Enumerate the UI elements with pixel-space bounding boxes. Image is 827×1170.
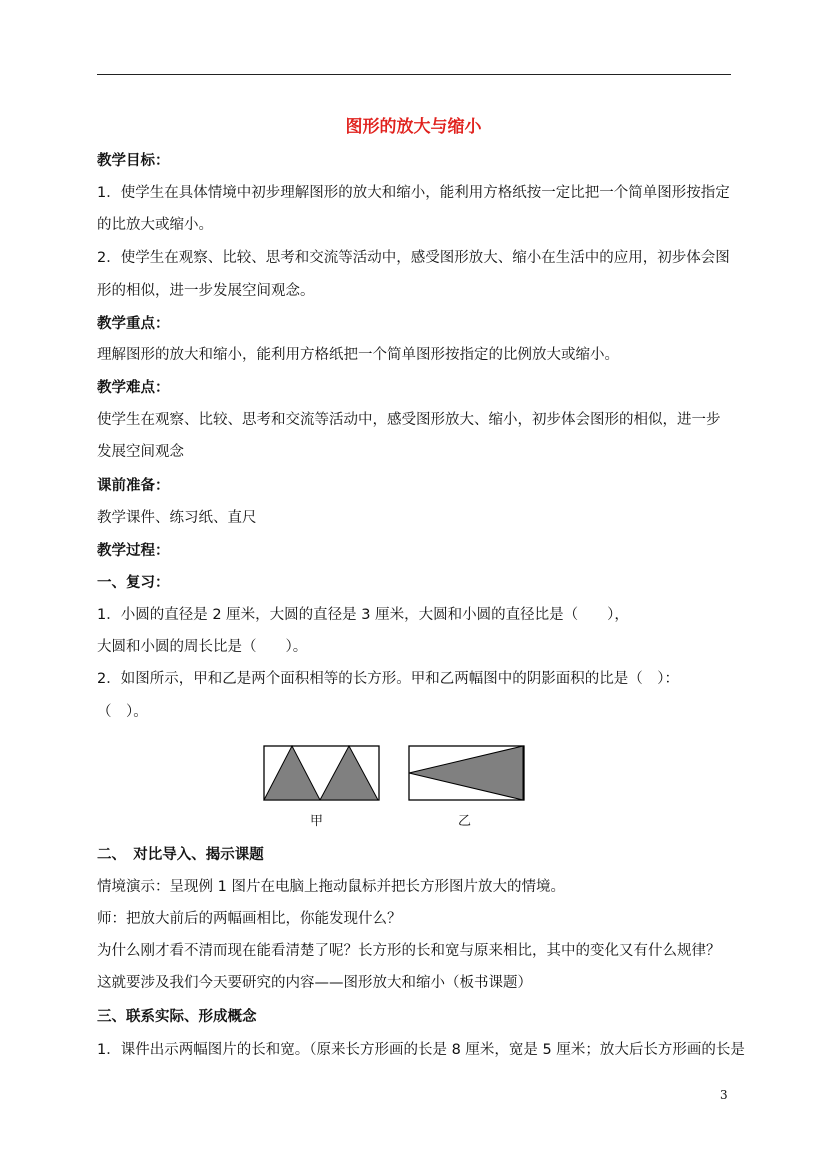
header-rule bbox=[97, 74, 731, 75]
part-2-line-4: 这就要涉及我们今天要研究的内容——图形放大和缩小（板书课题） bbox=[97, 975, 532, 991]
difficulty-heading: 教学难点： bbox=[97, 380, 170, 396]
figure-label-yi: 乙 bbox=[458, 814, 472, 829]
part-3-heading: 三、联系实际、形成概念 bbox=[97, 1009, 257, 1025]
review-1-line-b: 大圆和小圆的周长比是（ ）。 bbox=[97, 639, 308, 655]
key-points-heading: 教学重点： bbox=[97, 316, 170, 332]
review-2-line-b: （ ）。 bbox=[97, 704, 148, 720]
goal-2-line-a: 2．使学生在观察、比较、思考和交流等活动中，感受图形放大、缩小在生活中的应用，初步体会图 bbox=[97, 250, 730, 266]
goals-heading: 教学目标： bbox=[97, 153, 170, 169]
part-2-line-1: 情境演示：呈现例 1 图片在电脑上拖动鼠标并把长方形图片放大的情境。 bbox=[97, 879, 565, 895]
preparation-text: 教学课件、练习纸、直尺 bbox=[97, 510, 257, 526]
review-1-line-a: 1．小圆的直径是 2 厘米，大圆的直径是 3 厘米，大圆和小圆的直径比是（ ）， bbox=[97, 607, 629, 623]
difficulty-line-b: 发展空间观念 bbox=[97, 444, 184, 460]
goal-1-line-a: 1．使学生在具体情境中初步理解图形的放大和缩小，能利用方格纸按一定比把一个简单图形按指定 bbox=[97, 185, 730, 201]
figure-label-jia: 甲 bbox=[310, 814, 324, 829]
page-title: 图形的放大与缩小 bbox=[345, 117, 482, 137]
review-heading: 一、复习： bbox=[97, 575, 170, 591]
review-2-line-a: 2．如图所示，甲和乙是两个面积相等的长方形。甲和乙两幅图中的阴影面积的比是（ ）： bbox=[97, 671, 679, 687]
key-points-text: 理解图形的放大和缩小，能利用方格纸把一个简单图形按指定的比例放大或缩小。 bbox=[97, 347, 619, 363]
part-2-heading: 二、 对比导入、揭示课题 bbox=[97, 847, 264, 863]
part-2-line-2: 师：把放大前后的两幅画相比，你能发现什么？ bbox=[97, 911, 402, 927]
rectangles-figure bbox=[263, 745, 525, 825]
part-3-line-1: 1．课件出示两幅图片的长和宽。（原来长方形画的长是 8 厘米，宽是 5 厘米；放大后长方形画的长是 bbox=[97, 1042, 745, 1058]
rectangle-yi bbox=[409, 746, 524, 800]
rectangle-jia bbox=[264, 746, 379, 800]
preparation-heading: 课前准备： bbox=[97, 478, 170, 494]
goal-1-line-b: 的比放大或缩小。 bbox=[97, 217, 213, 233]
goal-2-line-b: 形的相似，进一步发展空间观念。 bbox=[97, 283, 315, 299]
process-heading: 教学过程： bbox=[97, 543, 170, 559]
difficulty-line-a: 使学生在观察、比较、思考和交流等活动中，感受图形放大、缩小，初步体会图形的相似，进一步 bbox=[97, 412, 721, 428]
page-number: 3 bbox=[720, 1088, 728, 1102]
part-2-line-3: 为什么刚才看不清而现在能看清楚了呢？长方形的长和宽与原来相比，其中的变化又有什么规律？ bbox=[97, 943, 721, 959]
